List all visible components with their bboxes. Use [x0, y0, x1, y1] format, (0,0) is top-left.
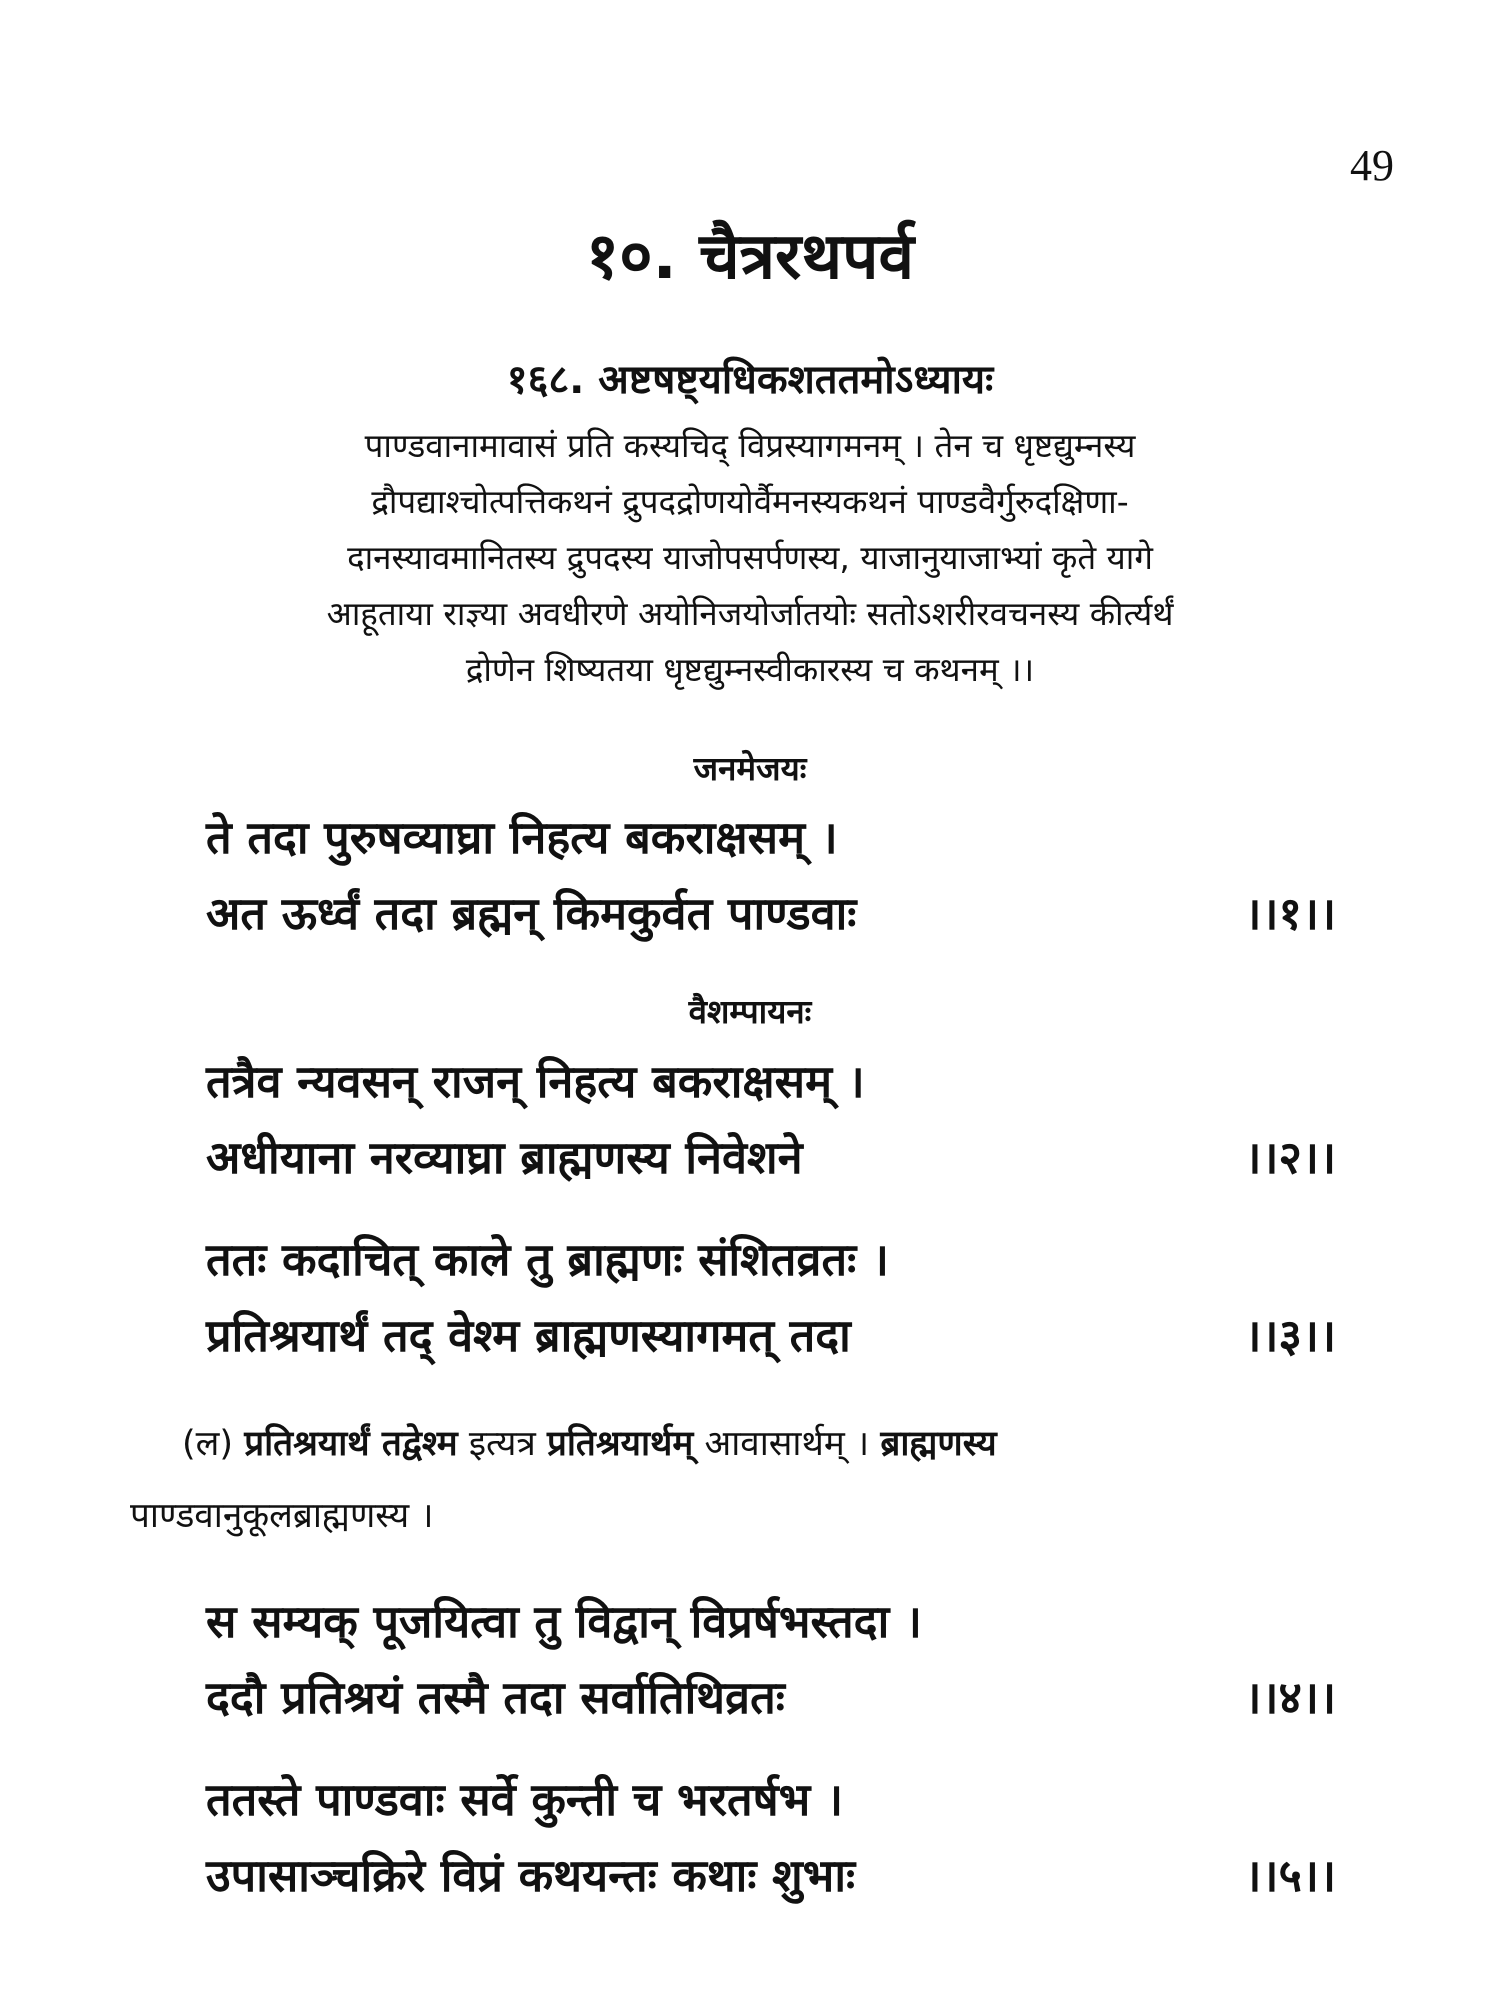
note-text: इत्यत्र: [468, 1424, 536, 1464]
note-phrase: प्रतिश्रयार्थं तद्वेश्म: [244, 1424, 458, 1464]
verse-line: [206, 1762, 1336, 1838]
summary-line: दानस्यावमानितस्य द्रुपदस्य याजोपसर्पणस्य, याजानुयाजाभ्यां कृते यागे: [347, 538, 1153, 577]
note-line: [130, 1408, 1380, 1480]
verse-line: [206, 1838, 1336, 1914]
summary-line: द्रौपद्याश्चोत्पत्तिकथनं द्रुपदद्रोणयोर्वैमनस्यकथनं पाण्डवैर्गुरुदक्षिणा-: [371, 482, 1129, 521]
summary-line: पाण्डवानामावासं प्रति कस्यचिद् विप्रस्यागमनम् । तेन च धृष्टद्युम्नस्य: [364, 426, 1136, 465]
speaker-janamejaya: जनमेजयः: [693, 749, 807, 788]
verse-text: अधीयाना नरव्याघ्रा ब्राह्मणस्य निवेशने: [206, 1131, 803, 1184]
verse-line: [206, 1120, 1336, 1196]
verse-5: [206, 1762, 1336, 1914]
chapter-summary: [150, 418, 1350, 698]
verse-4: [206, 1584, 1336, 1736]
note-phrase: ब्राह्मणस्य: [880, 1424, 997, 1464]
verse-text: ते तदा पुरुषव्याघ्रा निहत्य बकराक्षसम् ।: [206, 811, 838, 864]
verse-line: [206, 1044, 1336, 1120]
verse-text: तत्रैव न्यवसन् राजन् निहत्य बकराक्षसम् ।: [206, 1055, 865, 1108]
verse-number: ।।२।।: [1244, 1131, 1336, 1184]
note-text: आवासार्थम् ।: [704, 1424, 870, 1464]
verse-text: अत ऊर्ध्वं तदा ब्रह्मन् किमकुर्वत पाण्डवाः: [206, 887, 857, 940]
verse-number: ।।१।।: [1244, 887, 1336, 940]
verse-text: ततः कदाचित् काले तु ब्राह्मणः संशितव्रतः ।: [206, 1233, 889, 1286]
speaker-vaishampayana: वैशम्पायनः: [688, 992, 812, 1031]
verse-line: [206, 1298, 1336, 1374]
summary-line: आहूताया राज्ञ्या अवधीरणे अयोनिजयोर्जातयोः सतोऽशरीरवचनस्य कीर्त्यर्थं: [326, 594, 1174, 633]
summary-line: द्रोणेन शिष्यतया धृष्टद्युम्नस्वीकारस्य च कथनम् ।।: [465, 650, 1035, 689]
note-phrase: प्रतिश्रयार्थम्: [546, 1424, 694, 1464]
note-marker: (ल): [182, 1424, 234, 1464]
verse-text: ततस्ते पाण्डवाः सर्वे कुन्ती च भरतर्षभ ।: [206, 1773, 844, 1826]
verse-line: [206, 800, 1336, 876]
verse-2: [206, 1044, 1336, 1196]
chapter-title: १६८. अष्टषष्ट्यधिकशततमोऽध्यायः: [506, 357, 994, 403]
verse-line: [206, 1660, 1336, 1736]
verse-text: उपासाञ्चक्रिरे विप्रं कथयन्तः कथाः शुभाः: [206, 1849, 856, 1902]
verse-number: ।।३।।: [1244, 1309, 1336, 1362]
verse-text: प्रतिश्रयार्थं तद् वेश्म ब्राह्मणस्यागमत् तदा: [206, 1309, 851, 1362]
verse-number: ।।४।।: [1244, 1671, 1336, 1724]
verse-1: [206, 800, 1336, 952]
verse-line: [206, 876, 1336, 952]
parva-title: १०. चैत्ररथपर्व: [585, 220, 915, 294]
commentary-note: [130, 1408, 1380, 1552]
note-line: [130, 1480, 1380, 1552]
verse-3: [206, 1222, 1336, 1374]
verse-text: ददौ प्रतिश्रयं तस्मै तदा सर्वातिथिव्रतः: [206, 1671, 785, 1724]
verse-line: [206, 1584, 1336, 1660]
verse-text: स सम्यक् पूजयित्वा तु विद्वान् विप्रर्षभस्तदा ।: [206, 1595, 922, 1648]
verse-line: [206, 1222, 1336, 1298]
note-text: पाण्डवानुकूलब्राह्मणस्य ।: [130, 1496, 434, 1536]
verse-number: ।।५।।: [1244, 1849, 1336, 1902]
page-number: 49: [1350, 141, 1394, 190]
